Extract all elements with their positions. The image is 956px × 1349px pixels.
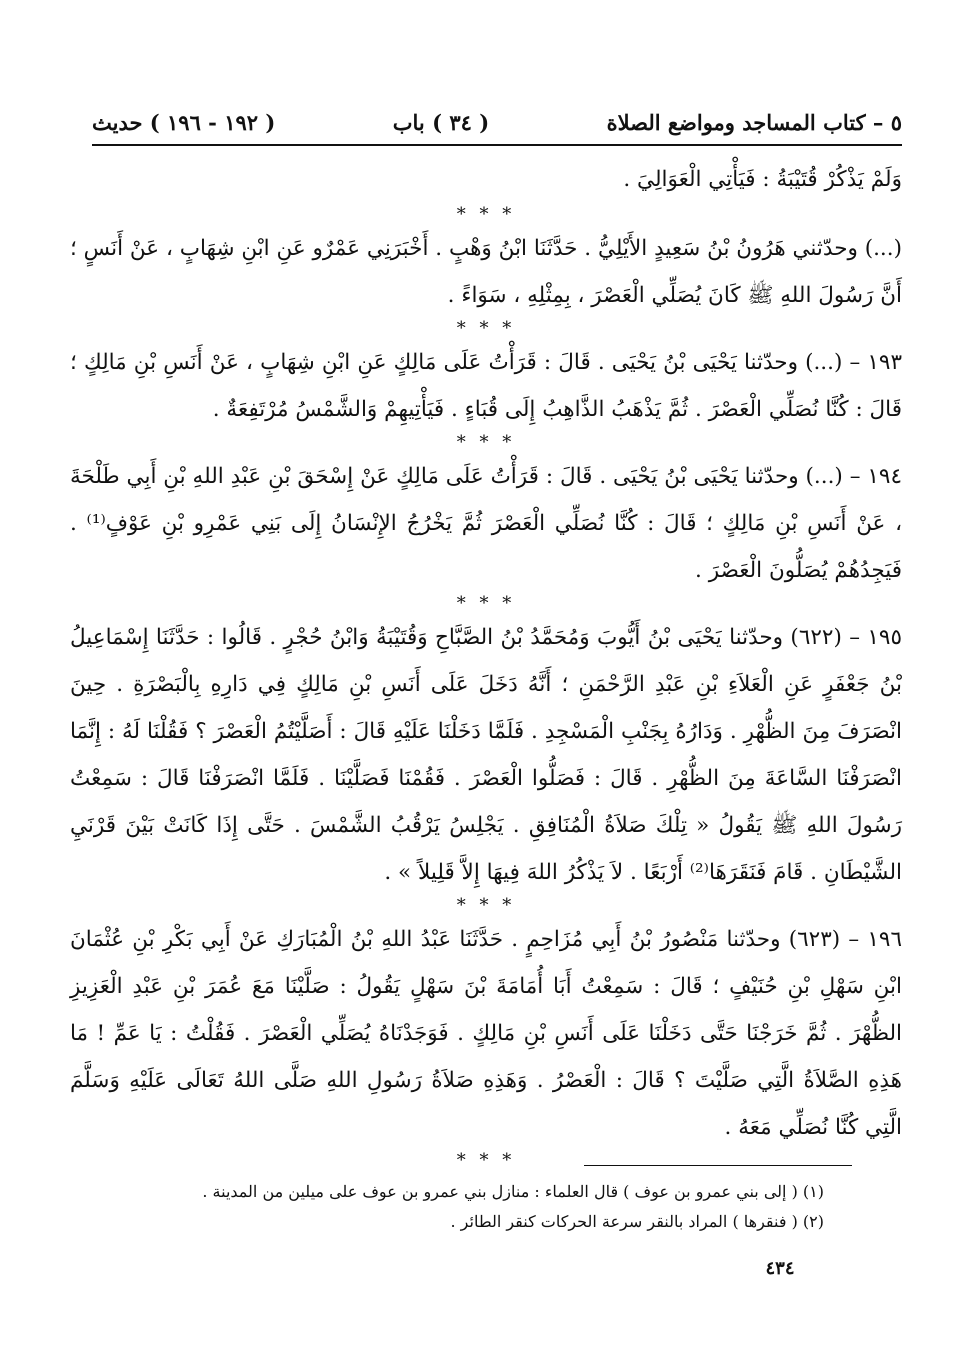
header-rule (92, 144, 902, 146)
section-separator: * * * (456, 204, 516, 225)
hadith-paragraph-194: ١٩٤ – (...) وحدّثنا يَحْيَى بْنُ يَحْيَى . قَالَ : قَرَأْتُ عَلَى مَالِكٍ عَنْ إِسْحَقَ بْنِ عَبْدِ اللهِ بْنِ أَبِي طَلْحَةَ ، عَنْ أَنَسِ بْنِ مَالِكٍ ؛ قَالَ : كُنَّا نُصَلِّي الْعَصْرَ ثُمَّ يَخْرُجُ الإِنْسَانُ إِلَى بَنِي عَمْرِو بْنِ عَوْفٍ⁽¹⁾ . فَيَجِدُهُمْ يُصَلُّونَ الْعَصْرَ . (70, 464, 903, 583)
header-hadith-range: ( ١٩٢ - ١٩٦ ) حديث (92, 109, 276, 135)
footnotes (120, 1177, 824, 1237)
page-body (70, 156, 902, 1171)
footnote-2: (٢) ( فنقرها ) المراد بالنقر سرعة الحركات كنقر الطائر . (450, 1212, 824, 1231)
hadith-paragraph: (...) وحدّثني هَرُونُ بْنُ سَعِيدٍ الأَيْلِيُّ . حَدَّثَنَا ابْنُ وَهْبٍ . أَخْبَرَنِي عَمْرٌو عَنِ ابْنِ شِهَابٍ ، عَنْ أَنَسٍ ؛ أَنَّ رَسُولَ اللهِ ﷺ كَانَ يُصَلِّي الْعَصْرَ ، بِمِثْلِهِ ، سَوَاءً . (70, 236, 902, 308)
footnote-rule (584, 1165, 852, 1166)
hadith-paragraph-195: ١٩٥ – (٦٢٢) وحدّثنا يَحْيَى بْنُ أَيُّوبَ وَمُحَمَّدُ بْنُ الصَّبَّاحِ وَقُتَيْبَةُ وَابْنُ حُجْرٍ . قَالُوا : حَدَّثَنَا إِسْمَاعِيلُ بْنُ جَعْفَرٍ عَنِ الْعَلاَءِ بْنِ عَبْدِ الرَّحْمَنِ ؛ أَنَّهُ دَخَلَ عَلَى أَنَسِ بْنِ مَالِكٍ فِي دَارِهِ بِالْبَصْرَةِ . حِينَ انْصَرَفَ مِنَ الظُّهْرِ . وَدَارُهُ بِجَنْبِ الْمَسْجِدِ . فَلَمَّا دَخَلْنَا عَلَيْهِ قَالَ : أَصَلَّيْتُمُ الْعَصْرَ ؟ فَقُلْنَا لَهُ : إِنَّمَا انْصَرَفْنَا السَّاعَةَ مِنَ الظُّهْرِ . قَالَ : فَصَلُّوا الْعَصْرَ . فَقُمْنَا فَصَلَّيْنَا . فَلَمَّا انْصَرَفْنَا قَالَ : سَمِعْتُ رَسُولَ اللهِ ﷺ يَقُولُ « تِلْكَ صَلاَةُ الْمُنَافِقِ . يَجْلِسُ يَرْقُبُ الشَّمْسَ . حَتَّى إِذَا كَانَتْ بَيْنَ قَرْنَيِ الشَّيْطَانِ . قَامَ فَنَقَرَهَا⁽²⁾ أَرْبَعًا . لاَ يَذْكُرُ اللهَ فِيهَا إِلاَّ قَلِيلاً » . (70, 625, 902, 885)
hadith-paragraph-196: ١٩٦ – (٦٢٣) وحدّثنا مَنْصُورُ بْنُ أَبِي مُزَاحِمٍ . حَدَّثَنَا عَبْدُ اللهِ بْنُ الْمُبَارَكِ عَنْ أَبِي بَكْرِ بْنِ عُثْمَانَ ابْنِ سَهْلِ بْنِ حُنَيْفٍ ؛ قَالَ : سَمِعْتُ أَبَا أُمَامَةَ بْنَ سَهْلٍ يَقُولُ : صَلَّيْنَا مَعَ عُمَرَ بْنِ عَبْدِ الْعَزِيزِ الظُّهْرَ . ثُمَّ خَرَجْنَا حَتَّى دَخَلْنَا عَلَى أَنَسِ بْنِ مَالِكٍ . فَوَجَدْنَاهُ يُصَلِّي الْعَصْرَ . فَقُلْتُ : يَا عَمِّ ! مَا هَذِهِ الصَّلاَةُ الَّتِي صَلَّيْتَ ؟ قَالَ : الْعَصْرُ . وَهَذِهِ صَلاَةُ رَسُولِ اللهِ صَلَّى اللهُ تَعَالَى عَلَيْهِ وَسَلَّمَ الَّتِي كُنَّا نُصَلِّي مَعَهُ . (70, 927, 902, 1140)
running-header (92, 104, 902, 140)
footnote-1: (١) ( إلى بني عمرو بن عوف ) قال العلماء : منازل بني عمرو بن عوف على ميلين من المدينة . (202, 1182, 824, 1201)
page-number: ٤٣٤ (765, 1258, 795, 1279)
section-separator: * * * (456, 593, 516, 614)
header-chapter: ( ٣٤ ) باب (392, 109, 490, 135)
continuation-line: وَلَمْ يَذْكُرْ قُتَيْبَةُ : فَيَأْتِي الْعَوَالِيَ . (623, 167, 902, 192)
hadith-paragraph-193: ١٩٣ – (...) وحدّثنا يَحْيَى بْنُ يَحْيَى . قَالَ : قَرَأْتُ عَلَى مَالِكٍ عَنِ ابْنِ شِهَابٍ ، عَنْ أَنَسِ بْنِ مَالِكٍ ؛ قَالَ : كُنَّا نُصَلِّي الْعَصْرَ . ثُمَّ يَذْهَبُ الذَّاهِبُ إِلَى قُبَاءٍ . فَيَأْتِيهِمْ وَالشَّمْسُ مُرْتَفِعَةٌ . (70, 350, 902, 422)
header-book-title: ٥ – كتاب المساجد ومواضع الصلاة (606, 109, 902, 135)
section-separator: * * * (456, 895, 516, 916)
section-separator: * * * (456, 432, 516, 453)
section-separator: * * * (456, 1150, 516, 1171)
section-separator: * * * (456, 318, 516, 339)
